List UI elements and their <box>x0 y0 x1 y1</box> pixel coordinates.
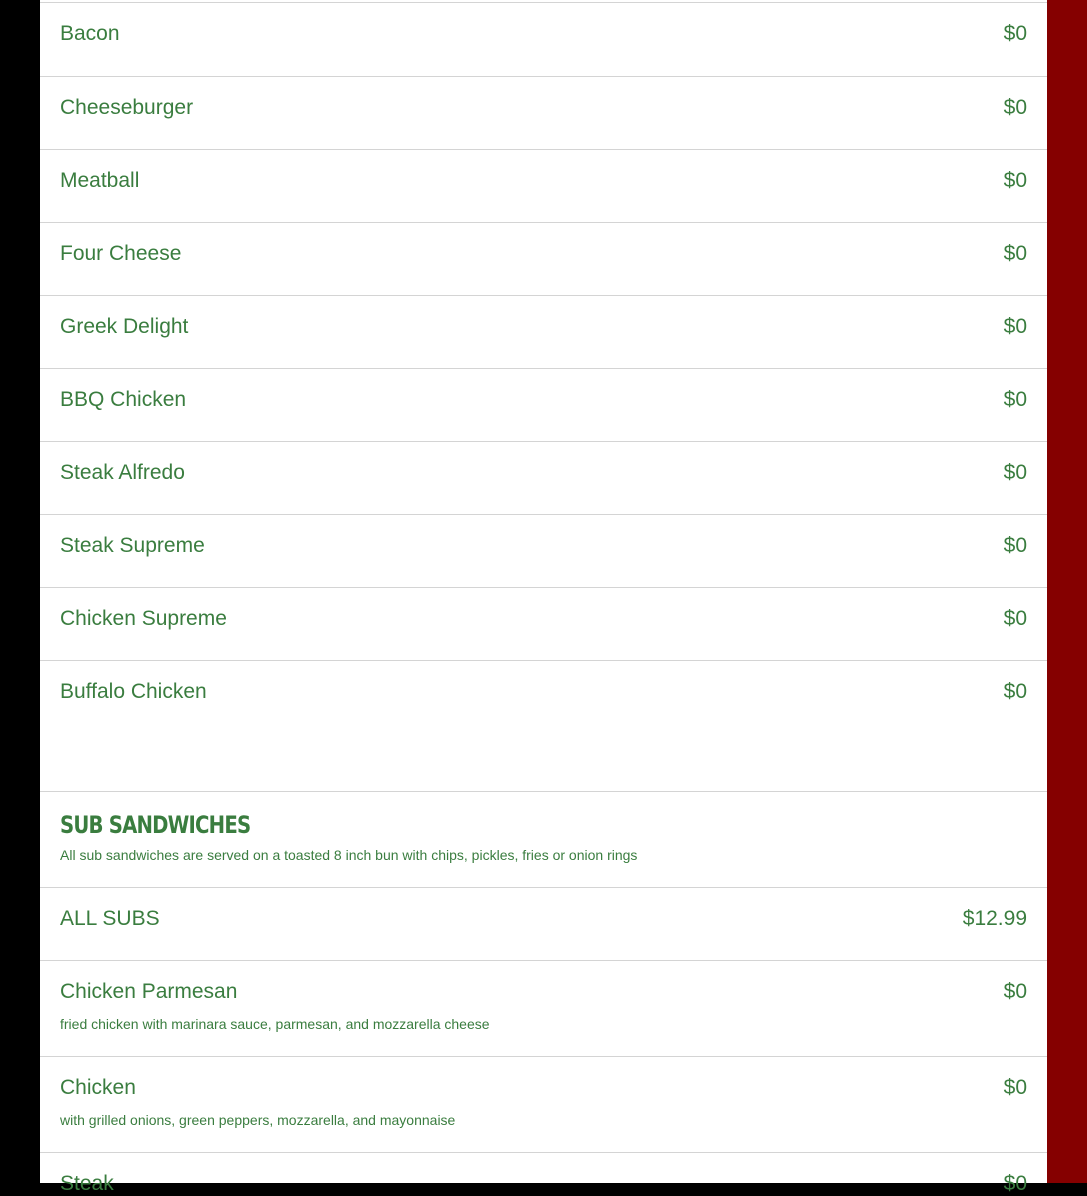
menu-item-row <box>40 1057 1047 1153</box>
menu-item-price: $0 <box>1003 169 1027 192</box>
menu-item-price: $0 <box>1003 242 1027 265</box>
menu-item-description: with grilled onions, green peppers, mozzarella, and mayonnaise <box>60 1112 456 1128</box>
menu-item-price: $0 <box>1003 680 1027 703</box>
menu-item-name: Chicken Parmesan <box>60 980 238 1003</box>
menu-item-row <box>40 1153 1047 1195</box>
menu-item-row <box>40 515 1047 588</box>
menu-item-row <box>40 296 1047 369</box>
menu-item-name: Steak Supreme <box>60 534 205 557</box>
menu-item-row <box>40 961 1047 1057</box>
menu-item-price: $0 <box>1003 96 1027 119</box>
section-header <box>40 792 1047 888</box>
menu-item-row <box>40 150 1047 223</box>
menu-item-name: Buffalo Chicken <box>60 680 207 703</box>
menu-item-price: $0 <box>1003 315 1027 338</box>
menu-item-name: Steak <box>60 1172 114 1195</box>
menu-item-price: $0 <box>1003 534 1027 557</box>
page-background-left <box>0 0 40 1183</box>
menu-item-price: $0 <box>1003 1076 1027 1099</box>
menu-item-row <box>40 3 1047 77</box>
menu-item-price: $0 <box>1003 1172 1027 1195</box>
menu-item-price: $0 <box>1003 980 1027 1003</box>
menu-item-name: Four Cheese <box>60 242 182 265</box>
menu-item-name: Chicken Supreme <box>60 607 227 630</box>
menu-item-row <box>40 369 1047 442</box>
menu-item-price: $0 <box>1003 461 1027 484</box>
page-background-right <box>1047 0 1087 1183</box>
section-description: All sub sandwiches are served on a toasted 8 inch bun with chips, pickles, fries or onion rings <box>60 847 638 863</box>
menu-item-row <box>40 888 1047 961</box>
menu-item-price: $0 <box>1003 607 1027 630</box>
menu-item-name: Cheeseburger <box>60 96 194 119</box>
menu-item-name: Steak Alfredo <box>60 461 185 484</box>
menu-item-price: $12.99 <box>962 907 1027 930</box>
menu-item-row <box>40 77 1047 150</box>
menu-panel <box>40 0 1047 1195</box>
menu-item-name: BBQ Chicken <box>60 388 187 411</box>
menu-item-name: Bacon <box>60 22 120 45</box>
menu-item-row <box>40 223 1047 296</box>
menu-item-name: Meatball <box>60 169 140 192</box>
menu-item-row <box>40 588 1047 661</box>
menu-item-name: Chicken <box>60 1076 136 1099</box>
menu-item-name: Greek Delight <box>60 315 189 338</box>
menu-item-row <box>40 661 1047 792</box>
menu-item-name: ALL SUBS <box>60 907 160 930</box>
section-title: SUB SANDWICHES <box>60 811 251 839</box>
menu-item-row <box>40 442 1047 515</box>
menu-item-price: $0 <box>1003 22 1027 45</box>
menu-item-description: fried chicken with marinara sauce, parmesan, and mozzarella cheese <box>60 1016 490 1032</box>
menu-item-price: $0 <box>1003 388 1027 411</box>
